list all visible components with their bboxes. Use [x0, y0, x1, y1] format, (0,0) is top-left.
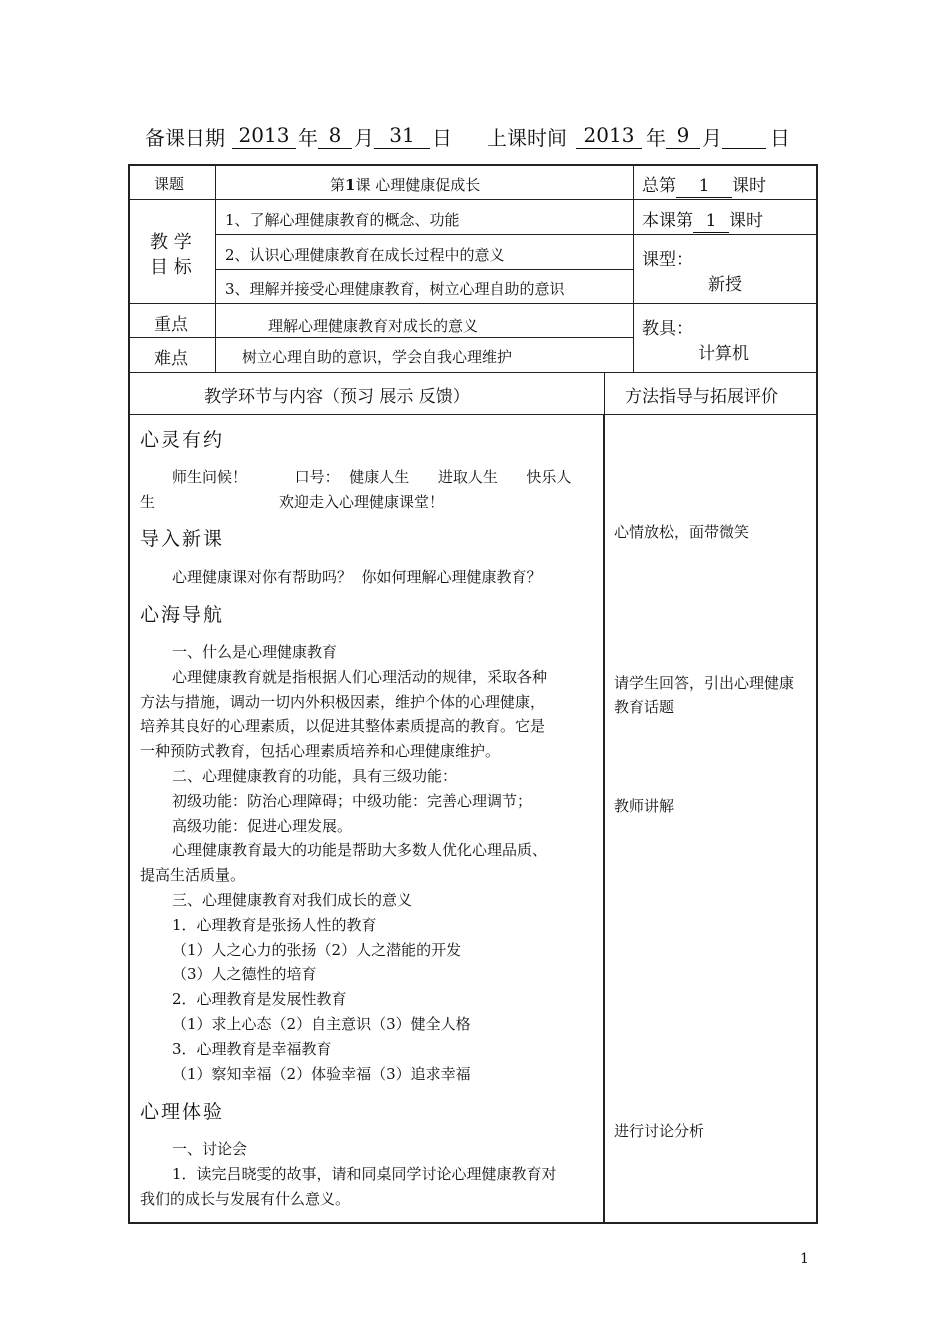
section-experience: 心理体验: [140, 1101, 225, 1123]
goals-label-1: 教 学: [150, 232, 192, 253]
nav-line: （3）人之德性的培育: [172, 965, 317, 984]
nav-line: （1）察知幸福（2）体验幸福（3）追求幸福: [172, 1064, 471, 1083]
nav-line: 心理健康教育就是指根据人们心理活动的规律，采取各种: [172, 667, 548, 686]
exp-line: 我们的成长与发展有什么意义。: [140, 1189, 351, 1208]
tools-label: 教具：: [642, 319, 693, 339]
column-divider: [603, 414, 605, 1222]
this-value: 1: [693, 210, 729, 233]
class-month: 9: [666, 122, 700, 149]
section-intro: 导入新课: [140, 528, 225, 550]
lesson-number: 1: [345, 176, 356, 194]
prep-year: 2013: [232, 122, 296, 149]
method-header: 方法指导与拓展评价: [625, 387, 778, 407]
side-note-answer-1: 请学生回答，引出心理健康: [614, 674, 795, 692]
class-day: [722, 122, 766, 149]
navigation-body: [140, 640, 547, 1086]
hard-value: 树立心理自助的意识，学会自我心理维护: [242, 348, 513, 366]
month-char-2: 月: [702, 126, 722, 150]
goal-2: 2、认识心理健康教育在成长过程中的意义: [225, 246, 505, 264]
nav-line: 提高生活质量。: [140, 866, 246, 885]
greeting-line-1: 师生问候！ 口号： 健康人生 进取人生 快乐人: [172, 468, 572, 486]
goal-3: 3、理解并接受心理健康教育，树立心理自助的意识: [225, 280, 565, 298]
side-note-answer-2: 教育话题: [614, 698, 675, 716]
type-value: 新授: [708, 275, 742, 295]
greeting-line-2: 生 欢迎走入心理健康课堂！: [140, 493, 444, 511]
nav-line: 三、心理健康教育对我们成长的意义: [172, 890, 413, 909]
experience-body: [140, 1137, 557, 1211]
total-suffix: 课时: [732, 176, 766, 196]
nav-line: 高级功能：促进心理发展。: [172, 816, 353, 835]
class-year: 2013: [576, 122, 642, 149]
key-label: 重点: [154, 315, 188, 335]
nav-line: 初级功能：防治心理障碍；中级功能：完善心理调节；: [172, 791, 533, 810]
nav-line: 心理健康教育最大的功能是帮助大多数人优化心理品质、: [172, 841, 548, 860]
nav-line: 2．心理教育是发展性教育: [172, 990, 347, 1009]
nav-line: 方法与措施，调动一切内外积极因素，维护个体的心理健康，: [140, 692, 546, 711]
prep-day: 31: [374, 122, 430, 149]
key-value: 理解心理健康教育对成长的意义: [268, 317, 479, 335]
total-prefix: 总第: [642, 176, 676, 196]
side-note-lecture: 教师讲解: [614, 797, 675, 815]
day-char: 日: [432, 126, 452, 150]
class-date-label: 上课时间: [487, 126, 567, 150]
tools-value: 计算机: [698, 344, 749, 364]
hard-label: 难点: [154, 349, 188, 369]
goal-1: 1、了解心理健康教育的概念、功能: [225, 211, 460, 229]
this-prefix: 本课第: [642, 211, 693, 231]
lesson-title: [330, 174, 480, 195]
exp-line: 一、讨论会: [172, 1140, 248, 1158]
year-char: 年: [298, 126, 318, 150]
this-suffix: 课时: [729, 211, 763, 231]
nav-line: （1）求上心态（2）自主意识（3）健全人格: [172, 1014, 471, 1033]
lesson-prefix: 第: [330, 176, 346, 194]
content-header: 教学环节与内容（预习 展示 反馈）: [204, 387, 470, 407]
prep-date-label: 备课日期: [145, 126, 225, 150]
type-label: 课型：: [642, 250, 693, 270]
section-navigation: 心海导航: [140, 604, 225, 626]
total-value: 1: [676, 175, 732, 198]
day-char-2: 日: [770, 126, 790, 150]
year-char-2: 年: [646, 126, 666, 150]
nav-line: 一种预防式教育，包括心理素质培养和心理健康维护。: [140, 742, 501, 761]
nav-line: 1．心理教育是张扬人性的教育: [172, 915, 377, 934]
nav-line: 二、心理健康教育的功能，具有三级功能：: [172, 766, 458, 785]
nav-line: 一、什么是心理健康教育: [172, 643, 338, 661]
goals-label-2: 目 标: [150, 257, 192, 278]
intro-question: 心理健康课对你有帮助吗？ 你如何理解心理健康教育？: [172, 568, 542, 586]
nav-line: 3．心理教育是幸福教育: [172, 1039, 332, 1058]
lesson-title-text: 课 心理健康促成长: [355, 176, 481, 194]
side-note-relax: 心情放松，面带微笑: [614, 523, 750, 541]
topic-label: 课题: [154, 175, 185, 193]
side-note-discuss: 进行讨论分析: [614, 1122, 705, 1140]
prep-month: 8: [318, 122, 352, 149]
exp-line: 1．读完吕晓雯的故事，请和同桌同学讨论心理健康教育对: [172, 1164, 557, 1183]
month-char: 月: [354, 126, 374, 150]
nav-line: （1）人之心力的张扬（2）人之潜能的开发: [172, 940, 462, 959]
page-number: 1: [800, 1251, 809, 1267]
nav-line: 培养其良好的心理素质，以促进其整体素质提高的教育。它是: [140, 717, 546, 736]
this-period: [642, 206, 763, 233]
section-heart-appointment: 心灵有约: [140, 429, 225, 451]
total-periods: [642, 171, 766, 198]
